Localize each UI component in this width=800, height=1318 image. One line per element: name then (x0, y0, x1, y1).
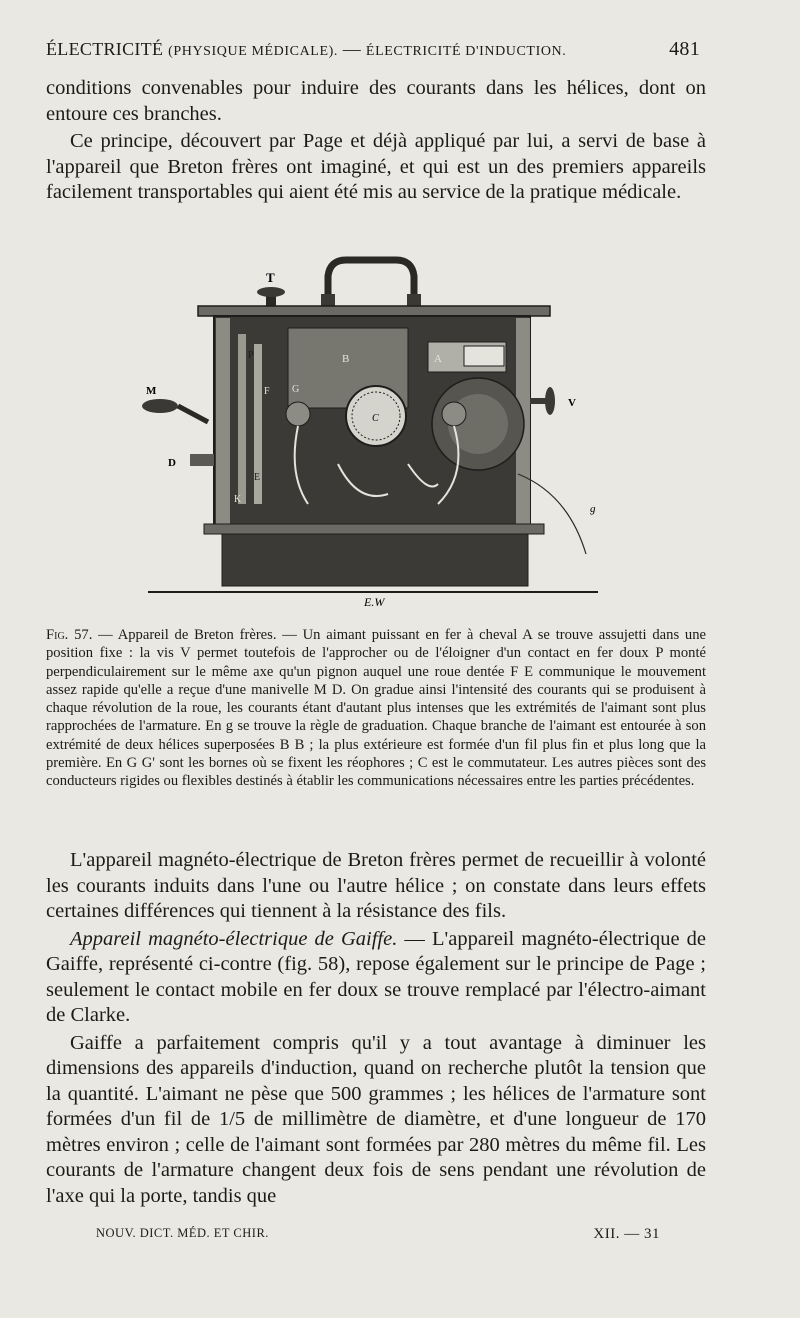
figure-breton-apparatus (138, 254, 608, 614)
screw-v-stem (530, 398, 546, 404)
fig-letter-b: B (342, 353, 350, 365)
body-text-bottom (46, 848, 706, 1209)
carry-handle (328, 260, 414, 306)
terminal-g (286, 402, 310, 426)
fig-letter-m: M (146, 385, 157, 397)
fig-letter-a: A (434, 353, 442, 365)
caption-text: — Appareil de Breton frères. — Un aimant puissant en fer à cheval A se trouve assujetti dans une position fixe : la vis V permet toutefois de l'approcher ou de l'éloigner d'un contact en fer doux P monté perpendiculairement sur le même axe qu'un pignon auquel une roue dentée F E communique le mouvement assez rapide qu'elle a reçue d'une manivelle M D. On gradue ainsi l'intensité des courants qui se produisent à chaque révolution de la roue, les courants étant d'autant plus intenses que les extrémités de l'aimant sont plus rapprochées de l'armature. En g se trouve la règle de graduation. Chaque branche de l'aimant est entourée à son extrémité de deux hélices superposées B B ; la plus extérieure est formée d'un fil plus fin et plus long que la première. En G G' sont les bornes où se fixent les réophores ; C est le commutateur. Les autres pièces sont des conducteurs rigides ou flexibles destinés à établir les communications nécessaires entre les parties précédentes. (46, 627, 706, 790)
fig-letter-d: D (168, 457, 176, 469)
fig-letter-v: V (568, 397, 576, 409)
fig-letter-p: P (248, 350, 254, 361)
footer-left: NOUV. DICT. MÉD. ET CHIR. (96, 1226, 269, 1240)
header-title-paren: (PHYSIQUE MÉDICALE). (168, 44, 338, 59)
page-number: 481 (669, 38, 700, 60)
gaiffe-heading: Appareil magnéto-électrique de Gaiffe. (70, 927, 398, 950)
footer-right: XII. — 31 (593, 1226, 660, 1242)
fig-letter-e: E (254, 472, 261, 483)
box-lid (198, 306, 550, 316)
fig-letter-c: C (372, 413, 379, 424)
paragraph-1: conditions convenables pour induire des courants dans les hélices, dont on entoure ces branches. (46, 77, 706, 125)
fig-letter-t: T (266, 270, 275, 285)
header-title-main: ÉLECTRICITÉ (46, 39, 164, 59)
crank-axle-d (190, 454, 214, 466)
body-text-top (46, 76, 706, 206)
engraver-signature: E.W (364, 595, 385, 609)
header-title-section: ÉLECTRICITÉ D'INDUCTION. (365, 44, 567, 59)
screw-v (545, 387, 555, 415)
crank-handle-m (142, 399, 178, 413)
paragraph-last: Gaiffe a parfaitement compris qu'il y a tout avantage à diminuer les dimensions des appareils d'induction, quand on recherche plutôt la tension que la quantité. L'aimant ne pèse que 500 grammes ; les hélices de l'armature sont formées d'un fil de 1/5 de millimètre de diamètre, et d'une longueur de 170 mètres environ ; celle de l'aimant sont formées par 280 mètres du même fil. Les courants de l'armature changent deux fois de sens pendant une révolution de l'axe qui la porte, tandis que (46, 1031, 706, 1207)
fig-letter-g: G (292, 384, 300, 395)
base-drawer (222, 534, 528, 586)
fig-letter-g-small: g (590, 503, 596, 515)
box-side-left (216, 318, 230, 524)
running-header (46, 38, 700, 61)
gaiffe-text: — L'appareil magnéto-électrique de Gaiffe, représenté ci-contre (fig. 58), repose également sur le principe de Page ; seulement le contact mobile en fer doux se trouve remplacé par l'électro-aimant de Clarke. (46, 927, 706, 1026)
contact-bar-p (238, 334, 246, 504)
header-title (46, 39, 566, 60)
paragraph-gaiffe (46, 927, 706, 1029)
page-footer (96, 1226, 660, 1243)
fig-letter-k: K (234, 494, 242, 505)
terminal-g-prime (442, 402, 466, 426)
base-rim (204, 524, 544, 534)
caption-label: Fig. 57. (46, 627, 93, 643)
graduation-scale-g (464, 346, 504, 366)
fig-letter-f: F (264, 386, 270, 397)
paragraph-2: Ce principe, découvert par Page et déjà appliqué par lui, a servi de base à l'appareil que Breton frères ont imaginé, et qui est un des premiers appareils facilement transportables qui aient été mis au service de la pratique médicale. (46, 130, 706, 203)
knob-t (257, 287, 285, 297)
header-title-separator: — (342, 39, 362, 59)
figure-caption (46, 626, 706, 791)
paragraph-3: L'appareil magnéto-électrique de Breton frères permet de recueillir à volonté les courants induits dans l'une ou l'autre hélice ; on constate dans leurs effets certaines différences qui tiennent à la résistance des fils. (46, 849, 706, 922)
crank-arm (178, 406, 208, 422)
